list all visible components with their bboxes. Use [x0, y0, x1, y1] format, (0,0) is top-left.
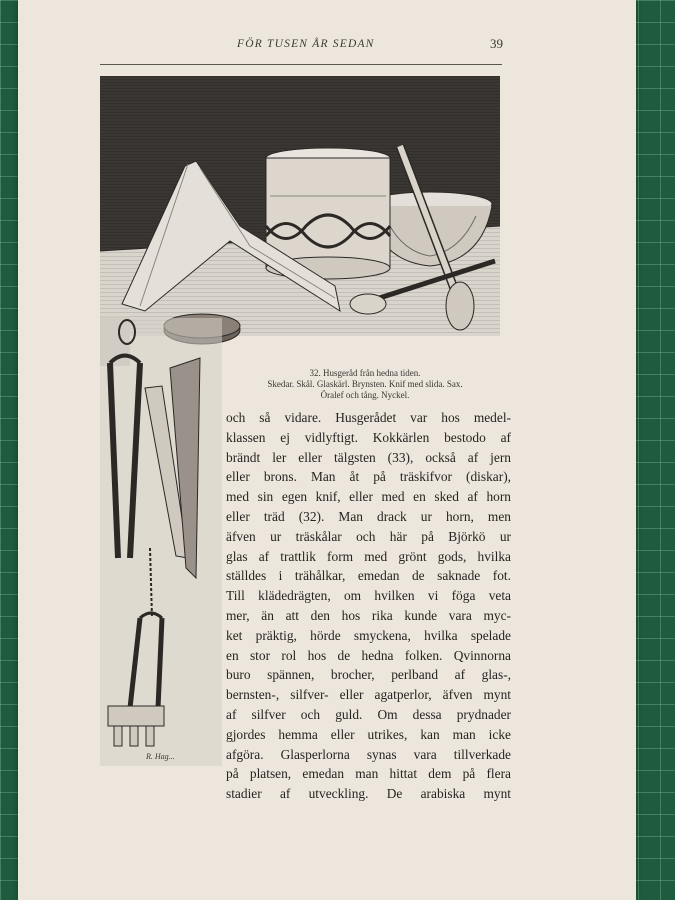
engraver-signature: R. Hag... — [146, 752, 175, 761]
text-line: en stor rol hos de hedna folken. Qvinnorna — [226, 647, 511, 663]
text-line: klassen ej vidlyftigt. Kokkärlen bestodo af — [226, 429, 511, 445]
text-line: stadier af utveckling. De arabiska mynt — [226, 786, 511, 802]
text-line: afgöra. Glasperlorna synas vara tillverkade — [226, 746, 511, 762]
text-line: ket präktig, hörde smyckena, hvilka spelade — [226, 627, 511, 643]
text-line: på platsen, emedan man hittat dem på flera — [226, 766, 511, 782]
text-line: och så vidare. Husgerådet var hos medel- — [226, 410, 511, 425]
text-line: mer, än att den hos rika kunde vara myc- — [226, 607, 511, 623]
body-paragraph — [226, 408, 511, 804]
text-line: af silfver och guld. Om dessa prydnader — [226, 706, 511, 722]
text-line: eller brons. Man åt på träskifvor (diskar), — [226, 469, 511, 485]
running-head: FÖR TUSEN ÅR SEDAN — [237, 38, 375, 50]
text-line: buro spännen, brocher, perlband af glas-, — [226, 667, 511, 683]
caption-title: 32. Husgeråd från hedna tiden. — [309, 368, 421, 378]
text-line: Till klädedrägten, om hvilken vi föga veta — [226, 588, 511, 604]
text-line: bernsten-, silfver- eller agatperlor, äfven mynt — [226, 687, 511, 703]
text-line: med sin egen knif, eller med en sked af horn — [226, 489, 511, 505]
text-line: äfven ur träskålar och här på Björkö ur — [226, 528, 511, 544]
header-rule — [100, 64, 502, 65]
text-line: eller träd (32). Man drack ur horn, men — [226, 508, 511, 524]
figure-caption — [230, 368, 500, 401]
engraving-hanging-tools — [100, 318, 222, 766]
text-line: gjordes hemma eller utrikes, kan man icke — [226, 726, 511, 742]
text-line: glas af trattlik form med grönt gods, hvilka — [226, 548, 511, 564]
caption-line: Öralef och tång. Nyckel. — [320, 390, 410, 400]
caption-line: Skedar. Skål. Glaskärl. Brynsten. Knif med slida. Sax. — [267, 379, 463, 389]
page-number: 39 — [490, 36, 503, 51]
text-line: ställdes i trähålkar, emedan de saknade fot. — [226, 568, 511, 584]
text-line: brändt ler eller tälgsten (33), också af jern — [226, 449, 511, 465]
